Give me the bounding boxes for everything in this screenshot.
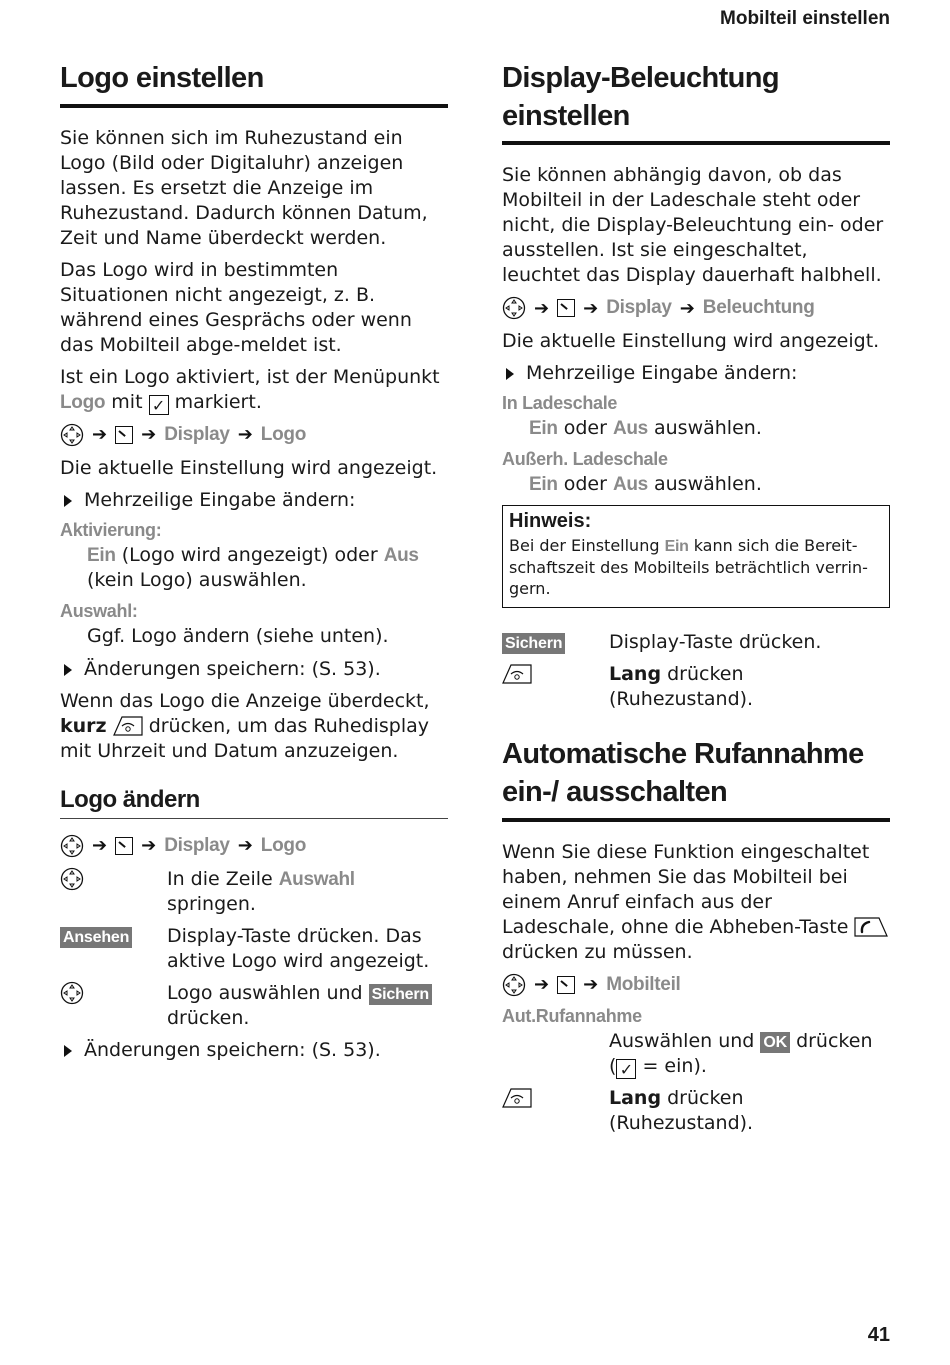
value-aus: Aus — [612, 474, 648, 496]
paragraph — [60, 365, 448, 415]
text: Änderungen speichern: (S. 53). — [84, 657, 381, 680]
option-label-aut-rufannahme: Aut.Rufannahme — [502, 1005, 642, 1026]
text: Display-Taste drücken. Das aktive Logo wird angezeigt. — [167, 924, 430, 972]
paragraph — [502, 840, 890, 965]
step-row — [502, 1086, 890, 1136]
value-aus: Aus — [612, 418, 648, 440]
right-column — [502, 60, 890, 1143]
menu-item-display: Display — [164, 834, 230, 856]
text: drücken. — [167, 1006, 250, 1029]
bullet-triangle-icon — [506, 368, 514, 380]
end-call-key-icon — [113, 716, 143, 736]
section-title-rufannahme: Automatische Rufannahme ein-/ ausschalten — [502, 736, 890, 821]
list-item — [60, 488, 448, 513]
text: (Logo wird angezeigt) oder — [121, 543, 378, 566]
menu-item-beleuchtung: Beleuchtung — [702, 297, 815, 319]
step-row — [60, 981, 448, 1031]
option-label-auswahl: Auswahl: — [60, 600, 138, 621]
end-call-key-icon — [502, 664, 532, 684]
paragraph: Die aktuelle Einstellung wird angezeigt. — [502, 330, 880, 353]
paragraph: Die aktuelle Einstellung wird angezeigt. — [60, 456, 438, 479]
text: Wenn Sie diese Funktion eingeschaltet haben, nehmen Sie das Mobilteil bei einem Anruf einfach aus der Ladeschale, ohne die Abheben-Taste — [502, 840, 870, 938]
bullet-triangle-icon — [64, 495, 72, 507]
subsection-title-logo-aendern: Logo ändern — [60, 786, 448, 819]
list-item — [60, 1038, 448, 1063]
list-item — [502, 361, 890, 386]
left-column — [60, 60, 448, 1070]
menu-item-display: Display — [164, 423, 230, 445]
menu-icon — [557, 976, 575, 994]
text: markiert. — [174, 390, 262, 413]
talk-key-icon — [854, 917, 888, 937]
menu-path — [60, 422, 448, 448]
menu-icon — [115, 426, 133, 444]
menu-icon — [115, 837, 133, 855]
text: Bei der Einstellung — [509, 536, 660, 556]
menu-path — [502, 295, 890, 321]
text: auswählen. — [654, 417, 762, 440]
arrow-icon: ➔ — [141, 835, 157, 857]
arrow-icon: ➔ — [679, 297, 695, 319]
text: oder — [563, 417, 607, 440]
paragraph: Das Logo wird in bestimmten Situationen nicht angezeigt, z. B. während eines Gesprächs oder wenn das Mobilteil abge-meldet ist. — [60, 258, 412, 356]
text: drücken (Ruhezustand). — [609, 663, 754, 711]
option-description — [87, 543, 448, 593]
menu-item-mobilteil: Mobilteil — [606, 973, 681, 995]
option-label-in-ladeschale: In Ladeschale — [502, 393, 618, 414]
checkbox-icon: ✓ — [616, 1059, 636, 1079]
value-aus: Aus — [383, 544, 419, 566]
paragraph — [60, 689, 448, 764]
option-description — [529, 472, 890, 497]
option-description — [529, 416, 890, 441]
note-body — [509, 535, 883, 599]
text: springen. — [167, 892, 256, 915]
text: kann sich die Bereit-schaftszeit des Mobilteils beträchtlich verrin-gern. — [509, 536, 868, 599]
text: = ein). — [642, 1054, 707, 1077]
list-item — [60, 657, 448, 682]
value-ein: Ein — [664, 538, 689, 556]
option-description: Ggf. Logo ändern (siehe unten). — [87, 624, 389, 647]
navigation-key-icon — [502, 296, 526, 320]
text: In die Zeile — [167, 867, 273, 890]
softkey-sichern: Sichern — [502, 633, 565, 654]
end-call-key-icon — [502, 1088, 532, 1108]
navigation-key-icon — [502, 973, 526, 997]
checkbox-icon: ✓ — [149, 395, 169, 415]
paragraph: Sie können sich im Ruhezustand ein Logo (Bild oder Digitaluhr) anzeigen lassen. Es ersetzt die Anzeige im Ruhezustand. Dadurch können Datum, Zeit und Name überdeckt werden. — [60, 126, 428, 249]
value-ein: Ein — [529, 474, 558, 496]
value-ein: Ein — [529, 418, 558, 440]
paragraph: Sie können abhängig davon, ob das Mobilteil in der Ladeschale steht oder nicht, die Display-Beleuchtung ein- oder ausstellen. Ist sie eingeschaltet, leuchtet das Display dauerhaft halbhell. — [502, 164, 884, 287]
text: Änderungen speichern: (S. 53). — [84, 1038, 381, 1061]
arrow-icon: ➔ — [141, 424, 157, 446]
step-row — [502, 630, 890, 655]
text: drücken — [796, 1029, 873, 1052]
softkey-sichern: Sichern — [369, 984, 432, 1005]
menu-item-logo: Logo — [260, 423, 307, 445]
note-box — [502, 505, 890, 608]
bullet-triangle-icon — [64, 664, 72, 676]
text: Mehrzeilige Eingabe ändern: — [526, 362, 798, 385]
step-row — [60, 867, 448, 917]
text: Auswählen und — [609, 1029, 755, 1052]
arrow-icon: ➔ — [237, 835, 253, 857]
text: drücken zu müssen. — [502, 940, 693, 963]
text-bold: kurz — [60, 714, 107, 737]
option-label-ausserh-ladeschale: Außerh. Ladeschale — [502, 449, 668, 470]
option-description — [609, 1029, 890, 1079]
menu-item-display: Display — [606, 297, 672, 319]
arrow-icon: ➔ — [92, 424, 108, 446]
note-title: Hinweis: — [509, 510, 592, 533]
menu-path — [502, 972, 890, 998]
option-label-aktivierung: Aktivierung: — [60, 519, 162, 540]
softkey-ok: OK — [760, 1032, 790, 1053]
running-header: Mobilteil einstellen — [720, 8, 890, 29]
arrow-icon: ➔ — [534, 974, 550, 996]
text-bold: Lang — [609, 663, 662, 686]
arrow-icon: ➔ — [534, 297, 550, 319]
arrow-icon: ➔ — [583, 974, 599, 996]
text: drücken, um das Ruhedisplay mit Uhrzeit und Datum anzuzeigen. — [60, 714, 430, 762]
text: ( — [609, 1054, 617, 1077]
navigation-key-icon — [60, 981, 84, 1005]
text: Display-Taste drücken. — [609, 631, 822, 654]
arrow-icon: ➔ — [583, 297, 599, 319]
step-row — [60, 924, 448, 974]
navigation-key-icon — [60, 423, 84, 447]
value-ein: Ein — [87, 544, 116, 566]
arrow-icon: ➔ — [92, 835, 108, 857]
text: Ist ein Logo aktiviert, ist der Menüpunkt — [60, 365, 440, 388]
text: oder — [563, 473, 607, 496]
text: Mehrzeilige Eingabe ändern: — [84, 488, 356, 511]
bullet-triangle-icon — [64, 1045, 72, 1057]
menu-item-logo: Logo — [60, 391, 106, 413]
section-title-display-beleuchtung: Display-Beleuchtung einstellen — [502, 60, 890, 145]
menu-icon — [557, 299, 575, 317]
text: mit — [111, 390, 143, 413]
text: (kein Logo) auswählen. — [87, 568, 307, 591]
step-row — [502, 662, 890, 712]
text: auswählen. — [654, 473, 762, 496]
text: Wenn das Logo die Anzeige überdeckt, — [60, 689, 430, 712]
navigation-key-icon — [60, 834, 84, 858]
section-title-logo: Logo einstellen — [60, 60, 448, 108]
page-number: 41 — [867, 1324, 890, 1346]
menu-item-logo: Logo — [260, 834, 307, 856]
arrow-icon: ➔ — [237, 424, 253, 446]
text: Logo auswählen und — [167, 981, 363, 1004]
text-bold: Lang — [609, 1086, 662, 1109]
navigation-key-icon — [60, 867, 84, 891]
text: drücken (Ruhezustand). — [609, 1086, 754, 1134]
softkey-ansehen: Ansehen — [60, 927, 132, 948]
menu-path — [60, 833, 448, 859]
menu-item-auswahl: Auswahl — [278, 868, 355, 890]
